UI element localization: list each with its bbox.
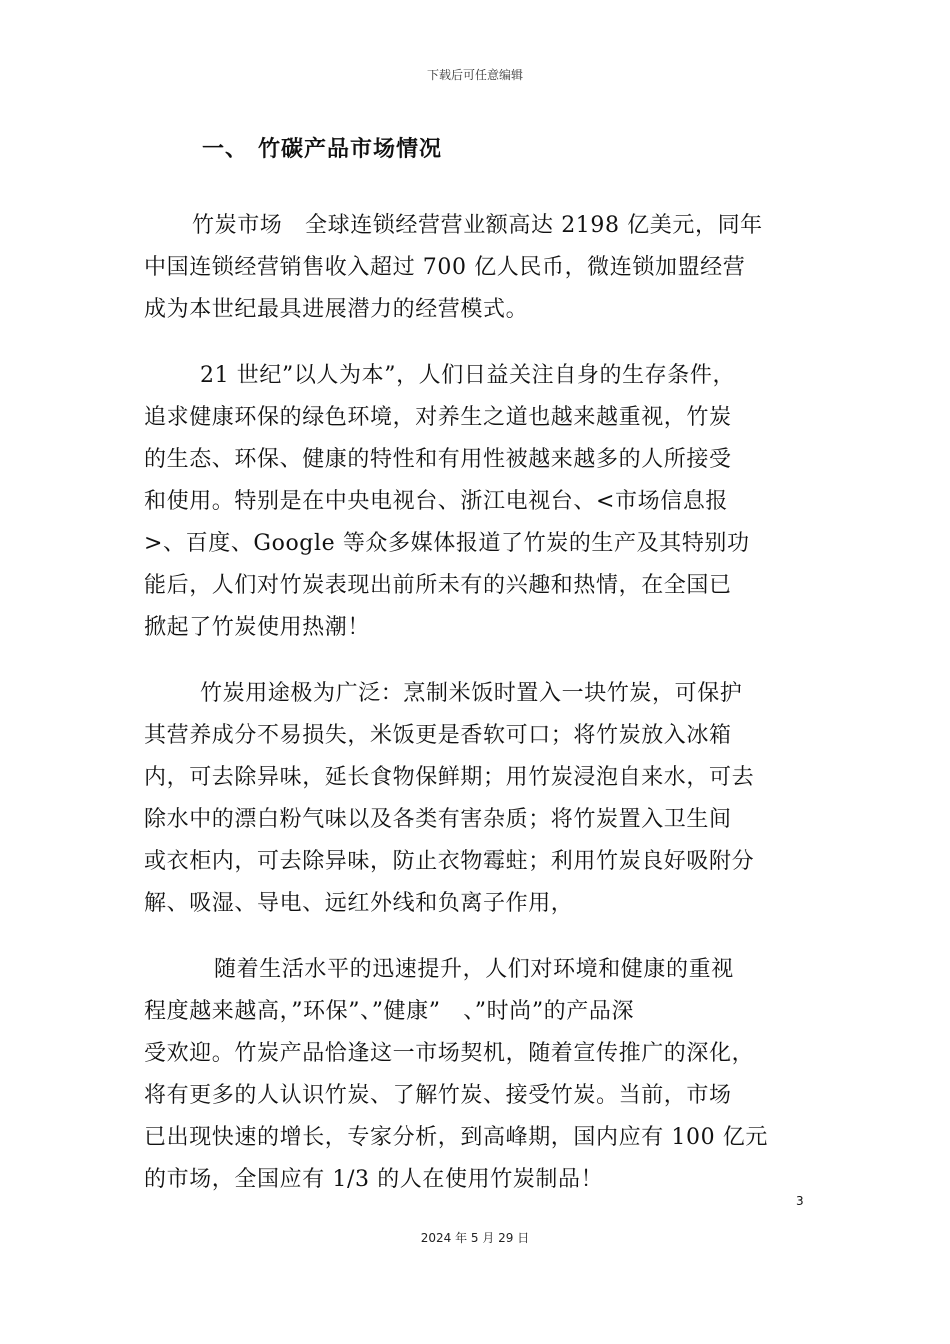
document-body: [144, 205, 824, 1225]
page-number: 3: [796, 1194, 804, 1208]
paragraph-line: 的生态、环保、健康的特性和有用性被越来越多的人所接受: [144, 447, 732, 472]
paragraph-line: 随着生活水平的迅速提升，人们对环境和健康的重视: [214, 957, 734, 982]
paragraph-uses: [144, 673, 824, 925]
paragraph-line: 受欢迎。竹炭产品恰逢这一市场契机，随着宣传推广的深化，: [144, 1041, 755, 1066]
paragraph-line: 程度越来越高，”环保”、”健康” 、”时尚”的产品深: [144, 999, 635, 1024]
paragraph-outlook: [144, 949, 824, 1201]
paragraph-line: 或衣柜内，可去除异味，防止衣物霉蛀；利用竹炭良好吸附分: [144, 849, 755, 874]
paragraph-line: 的市场，全国应有 1/3 的人在使用竹炭制品！: [144, 1167, 604, 1192]
paragraph-line: 中国连锁经营销售收入超过 700 亿人民币，微连锁加盟经营: [144, 255, 746, 280]
paragraph-line: 解、吸湿、导电、远红外线和负离子作用，: [144, 891, 574, 916]
header-note: 下载后可任意编辑: [426, 68, 523, 82]
paragraph-line: 竹炭市场 全球连锁经营营业额高达 2198 亿美元，同年: [192, 213, 763, 238]
paragraph-line: 追求健康环保的绿色环境，对养生之道也越来越重视，竹炭: [144, 405, 732, 430]
paragraph-line: 成为本世纪最具进展潜力的经营模式。: [144, 297, 529, 322]
paragraph-line: 除水中的漂白粉气味以及各类有害杂质；将竹炭置入卫生间: [144, 807, 732, 832]
paragraph-line: >、百度、Google 等众多媒体报道了竹炭的生产及其特别功: [144, 531, 750, 556]
paragraph-line: 能后，人们对竹炭表现出前所未有的兴趣和热情，在全国已: [144, 573, 732, 598]
paragraph-line: 内，可去除异味，延长食物保鲜期；用竹炭浸泡自来水，可去: [144, 765, 755, 790]
paragraph-line: 已出现快速的增长，专家分析，到高峰期，国内应有 100 亿元: [144, 1125, 768, 1150]
section-heading: [202, 132, 442, 163]
section-title: 竹碳产品市场情况: [258, 137, 443, 162]
paragraph-market: [144, 205, 824, 331]
paragraph-line: 21 世纪”以人为本”，人们日益关注自身的生存条件，: [200, 363, 736, 388]
paragraph-line: 其营养成分不易损失，米饭更是香软可口；将竹炭放入冰箱: [144, 723, 732, 748]
paragraph-line: 和使用。特别是在中央电视台、浙江电视台、<市场信息报: [144, 489, 729, 514]
paragraph-line: 竹炭用途极为广泛：烹制米饭时置入一块竹炭，可保护: [200, 681, 743, 706]
paragraph-trend: [144, 355, 824, 649]
paragraph-line: 将有更多的人认识竹炭、了解竹炭、接受竹炭。当前，市场: [144, 1083, 732, 1108]
paragraph-line: 掀起了竹炭使用热潮！: [144, 615, 371, 640]
footer-date: 2024 年 5 月 29 日: [420, 1231, 530, 1245]
section-number: 一、: [202, 137, 249, 162]
